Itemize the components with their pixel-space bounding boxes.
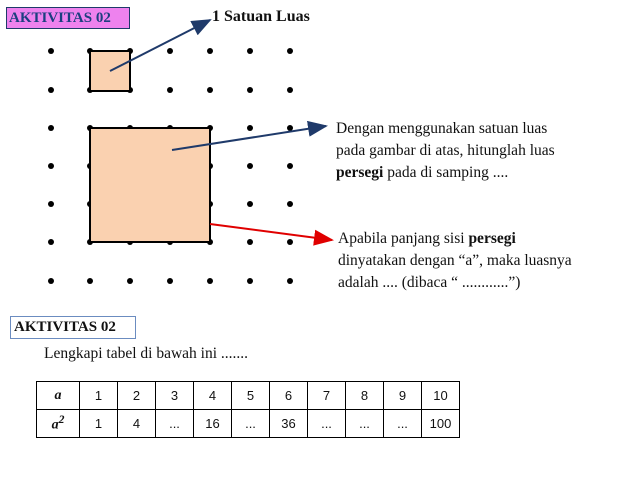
cell-a-squared: ... [156,410,194,438]
grid-dot [87,278,93,284]
grid-dot [287,163,293,169]
grid-dot [287,201,293,207]
grid-dot [48,163,54,169]
cell-a: 4 [194,382,232,410]
grid-dot [48,278,54,284]
area-question-text [336,118,626,184]
area-question-line1: Dengan menggunakan satuan luas [336,120,548,137]
cell-a: 8 [346,382,384,410]
cell-a-squared: ... [308,410,346,438]
table-row-a-squared [37,410,460,438]
cell-a-squared: 1 [80,410,118,438]
arrow-to-description-2 [210,224,332,240]
formula-question-line3: adalah .... (dibaca “ ............”) [338,274,521,291]
grid-dot [287,48,293,54]
cell-a-squared: ... [232,410,270,438]
grid-dot [48,125,54,131]
cell-a: 3 [156,382,194,410]
formula-question-bold: persegi [468,230,516,247]
area-question-line2: pada gambar di atas, hitunglah luas [336,142,555,159]
activity-badge-top: AKTIVITAS 02 [6,7,130,29]
grid-dot [167,87,173,93]
grid-dot [247,48,253,54]
cell-a: 2 [118,382,156,410]
grid-dot [247,201,253,207]
area-question-bold: persegi [336,164,384,181]
cell-a: 1 [80,382,118,410]
cell-a-squared: ... [346,410,384,438]
square-table [36,381,460,438]
cell-a-squared: ... [384,410,422,438]
formula-question-line2: dinyatakan dengan “a”, maka luasnya [338,252,572,269]
header-a-squared-exp: 2 [58,413,65,427]
area-question-line3 [336,162,626,184]
formula-question-pre: Apabila panjang sisi [338,230,469,247]
large-square [90,128,210,242]
grid-dot [247,87,253,93]
cell-a: 9 [384,382,422,410]
grid-dot [247,163,253,169]
header-a-squared-base: a [51,417,59,433]
table-row-a [37,382,460,410]
grid-dot [48,48,54,54]
grid-dot [167,48,173,54]
header-a-squared [37,410,80,438]
cell-a: 10 [422,382,460,410]
grid-dot [287,125,293,131]
grid-dot [247,125,253,131]
grid-dot [48,87,54,93]
cell-a: 6 [270,382,308,410]
grid-dot [48,201,54,207]
cell-a-squared: 36 [270,410,308,438]
grid-dot [247,278,253,284]
cell-a-squared: 16 [194,410,232,438]
activity-badge-2: AKTIVITAS 02 [10,316,136,339]
grid-dot [167,278,173,284]
unit-area-label: 1 Satuan Luas [212,8,310,25]
cell-a-squared: 4 [118,410,156,438]
grid-dot [287,87,293,93]
table-instruction: Lengkapi tabel di bawah ini ....... [44,345,249,362]
grid-dot [207,48,213,54]
grid-dot [207,87,213,93]
cell-a: 7 [308,382,346,410]
grid-dot [287,239,293,245]
formula-question-text [338,228,628,294]
cell-a-squared: 100 [422,410,460,438]
grid-dot [247,239,253,245]
arrow-to-unit-label [110,20,210,71]
grid-dot [127,278,133,284]
formula-question-line1 [338,228,628,250]
grid-dot [48,239,54,245]
area-question-rest: pada di samping .... [383,164,509,181]
grid-dot [207,278,213,284]
cell-a: 5 [232,382,270,410]
grid-dot [287,278,293,284]
header-a: a [37,382,80,410]
